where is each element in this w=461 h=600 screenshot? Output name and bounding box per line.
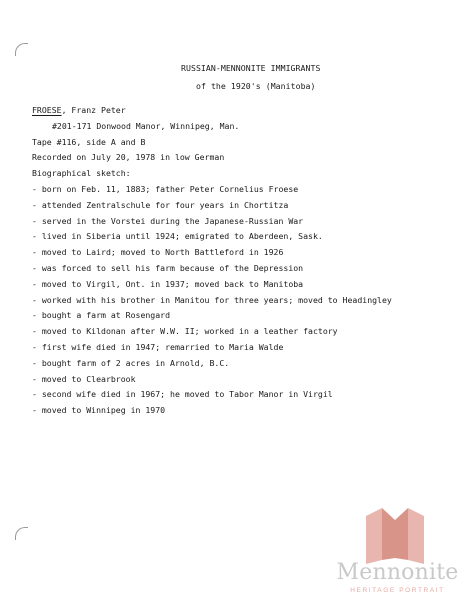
heritage-watermark bbox=[335, 502, 460, 600]
bullet-item: - lived in Siberia until 1924; emigrated to Aberdeen, Sask. bbox=[32, 231, 323, 242]
bullet-item: - worked with his brother in Manitou for three years; moved to Headingley bbox=[32, 294, 392, 305]
subject-name-line bbox=[32, 103, 392, 119]
bullet-item: - attended Zentralschule for four years in Chortitza bbox=[32, 199, 289, 210]
bullet-item: - served in the Vorstei during the Japanese-Russian War bbox=[32, 215, 304, 226]
bullet-item: - was forced to sell his farm because of the Depression bbox=[32, 262, 304, 273]
bullet-item: - second wife died in 1967; he moved to Tabor Manor in Virgil bbox=[32, 389, 333, 400]
logo-panel-right bbox=[408, 508, 424, 564]
sketch-heading: Biographical sketch: bbox=[32, 168, 131, 179]
document-title-line-2: of the 1920's (Manitoba) bbox=[196, 81, 316, 91]
watermark-name: Mennonite bbox=[336, 560, 459, 585]
bullet-item: - first wife died in 1947; remarried to Maria Walde bbox=[32, 341, 284, 352]
watermark-subtitle: HERITAGE PORTRAIT bbox=[350, 587, 445, 594]
logo-shape-back bbox=[366, 508, 424, 564]
binder-hole-mark-bottom bbox=[15, 527, 28, 540]
bullet-item: - moved to Winnipeg in 1970 bbox=[32, 405, 166, 416]
subject-address: #201-171 Donwood Manor, Winnipeg, Man. bbox=[52, 120, 240, 131]
binder-hole-mark-top bbox=[15, 43, 28, 56]
logo-panel-left bbox=[366, 508, 382, 564]
stacked-chevrons-logo-icon bbox=[362, 502, 428, 564]
bullet-item: - moved to Clearbrook bbox=[32, 373, 136, 384]
bullet-item: - moved to Laird; moved to North Battleford in 1926 bbox=[32, 247, 284, 258]
tape-info: Tape #116, side A and B bbox=[32, 136, 146, 147]
recording-info: Recorded on July 20, 1978 in low German bbox=[32, 152, 225, 163]
document-title-line-1: RUSSIAN-MENNONITE IMMIGRANTS bbox=[181, 63, 321, 73]
bullet-item: - bought a farm at Rosengard bbox=[32, 310, 171, 321]
bullet-item: - bought farm of 2 acres in Arnold, B.C. bbox=[32, 357, 230, 368]
subject-given-names: , Franz Peter bbox=[61, 105, 126, 115]
bullet-item: - born on Feb. 11, 1883; father Peter Cornelius Froese bbox=[32, 183, 299, 194]
document-body bbox=[32, 103, 392, 419]
subject-surname: FROESE bbox=[32, 105, 62, 115]
bullet-item: - moved to Kildonan after W.W. II; worked in a leather factory bbox=[32, 326, 338, 337]
bullet-item: - moved to Virgil, Ont. in 1937; moved back to Manitoba bbox=[32, 278, 304, 289]
logo-panel-left-shadow bbox=[382, 508, 395, 560]
logo-panel-right-shadow bbox=[395, 508, 408, 560]
